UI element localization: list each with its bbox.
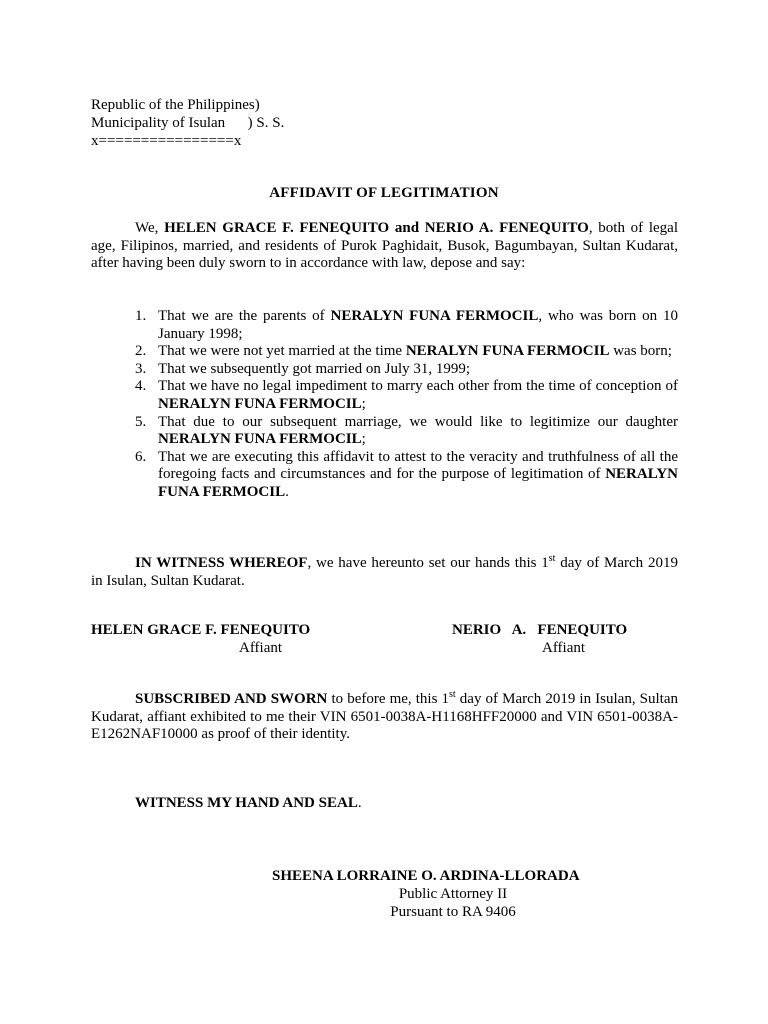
- notary-basis: Pursuant to RA 9406: [390, 904, 516, 920]
- intro-affiant-1: HELEN GRACE F. FENEQUITO: [164, 220, 390, 236]
- list-item: 1. That we are the parents of NERALYN FUNA FERMOCIL, who was born on 10 January 1998;: [135, 308, 678, 342]
- notary-signature-block: [272, 867, 634, 921]
- list-item: 6. That we are executing this affidavit to attest to the veracity and truthfulness of all the foregoing facts and circumstances and for the purpose of legitimation of NERALYN FUNA FERMOCIL.: [135, 448, 678, 500]
- header-line-2: [91, 114, 284, 132]
- intro-and: and: [394, 220, 420, 236]
- header-line-1: Republic of the Philippines): [91, 97, 260, 113]
- list-item: 2. That we were not yet married at the time NERALYN FUNA FERMOCIL was born;: [135, 343, 672, 360]
- header-municipality: Municipality of Isulan: [91, 115, 226, 131]
- affiant-role: Affiant: [542, 640, 586, 656]
- affiant-name: HELEN GRACE F. FENEQUITO: [91, 622, 311, 638]
- venue-header: [91, 96, 284, 150]
- intro-paragraph: [91, 220, 678, 273]
- intro-we: We,: [135, 220, 159, 236]
- list-item: 4. That we have no legal impediment to marry each other from the time of conception of NERALYN FUNA FERMOCIL;: [135, 378, 678, 412]
- hand-seal-line: WITNESS MY HAND AND SEAL.: [135, 795, 362, 811]
- intro-text: , both of legal age, Filipinos, married, and residents of Purok Paghidait, Busok, Bagumbayan, Sultan Kudarat, after having been duly sworn to in accordance with law, depose and say:: [91, 220, 678, 272]
- subscribed-paragraph: SUBSCRIBED AND SWORN to before me, this 1st day of March 2019 in Isulan, Sultan Kudarat, affiant exhibited to me their VIN 6501-0038A-H1168HFF20000 and VIN 6501-0038A-E1262NAF10000 as proof of their identity.: [91, 689, 678, 743]
- document-title: AFFIDAVIT OF LEGITIMATION: [269, 185, 499, 201]
- list-item: 5. That due to our subsequent marriage, we would like to legitimize our daughter NERALYN FUNA FERMOCIL;: [135, 413, 678, 448]
- intro-affiant-2: NERIO A. FENEQUITO: [424, 220, 589, 236]
- affiant-signature-1: [91, 621, 361, 657]
- affiant-role: Affiant: [239, 640, 283, 656]
- header-ss: ) S. S.: [247, 115, 285, 131]
- notary-title: Public Attorney II: [398, 886, 508, 902]
- hand-seal-heading: WITNESS MY HAND AND SEAL: [135, 795, 358, 811]
- affiant-signature-2: [452, 621, 678, 657]
- notary-name: SHEENA LORRAINE O. ARDINA-LLORADA: [272, 868, 580, 884]
- witness-heading: IN WITNESS WHEREOF: [135, 555, 308, 571]
- header-line-3: x================x: [91, 133, 242, 149]
- witness-paragraph: IN WITNESS WHEREOF, we have hereunto set our hands this 1st day of March 2019 in Isulan, Sultan Kudarat.: [91, 553, 678, 589]
- list-item: 3. That we subsequently got married on July 31, 1999;: [135, 360, 471, 377]
- subscribed-heading: SUBSCRIBED AND SWORN: [135, 691, 328, 707]
- statement-list: [135, 308, 678, 502]
- affiant-name: NERIO A. FENEQUITO: [452, 622, 628, 638]
